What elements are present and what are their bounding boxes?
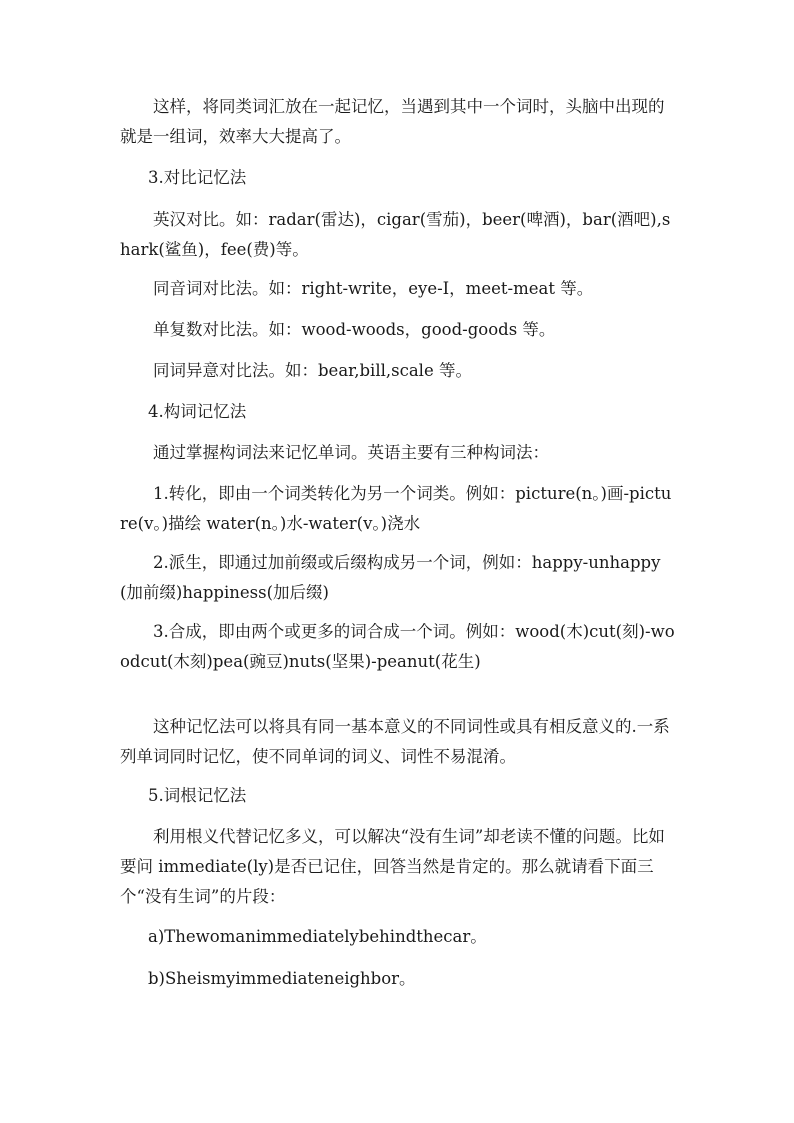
document-page <box>120 92 675 1092</box>
paragraph-word-formation-intro: 通过掌握构词法来记忆单词。英语主要有三种构词法： <box>153 443 549 462</box>
paragraph-homophone-contrast: 同音词对比法。如：right-write，eye-I，meet-meat 等。 <box>153 279 594 298</box>
paragraph-method-benefit: 这种记忆法可以将具有同一基本意义的不同词性或具有相反意义的.一系列单词同时记忆，使不同单词的词义、词性不易混淆。 <box>120 717 670 766</box>
paragraph-derivation: 2.派生，即通过加前缀或后缀构成另一个词，例如：happy-unhappy(加前缀)happiness(加后缀) <box>120 553 661 602</box>
paragraph-polysemy-contrast: 同词异意对比法。如：bear,bill,scale 等。 <box>153 361 472 380</box>
paragraph-english-chinese-contrast: 英汉对比。如：radar(雷达)，cigar(雪茄)，beer(啤酒)，bar(酒吧),shark(鲨鱼)，fee(费)等。 <box>120 210 671 259</box>
heading-contrast-memory: 3.对比记忆法 <box>148 168 247 187</box>
heading-root-memory: 5.词根记忆法 <box>148 786 247 805</box>
paragraph-conversion: 1.转化，即由一个词类转化为另一个词类。例如：picture(n。)画-picture(v。)描绘 water(n。)水-water(v。)浇水 <box>120 484 672 533</box>
example-sentence-a: a)Thewomanimmediatelybehindthecar。 <box>148 927 487 946</box>
paragraph-grouping-summary: 这样，将同类词汇放在一起记忆，当遇到其中一个词时，头脑中出现的就是一组词，效率大大提高了。 <box>120 97 665 146</box>
paragraph-root-memory-intro: 利用根义代替记忆多义，可以解决“没有生词”却老读不懂的问题。比如要问 immediate(ly)是否已记住，回答当然是肯定的。那么就请看下面三个“没有生词”的片段： <box>120 827 665 906</box>
paragraph-singular-plural-contrast: 单复数对比法。如：wood-woods，good-goods 等。 <box>153 320 556 339</box>
heading-word-formation-memory: 4.构词记忆法 <box>148 402 247 421</box>
example-sentence-b: b)Sheismyimmediateneighbor。 <box>148 969 416 988</box>
paragraph-compounding: 3.合成，即由两个或更多的词合成一个词。例如：wood(木)cut(刻)-woodcut(木刻)pea(豌豆)nuts(坚果)-peanut(花生) <box>120 622 675 671</box>
